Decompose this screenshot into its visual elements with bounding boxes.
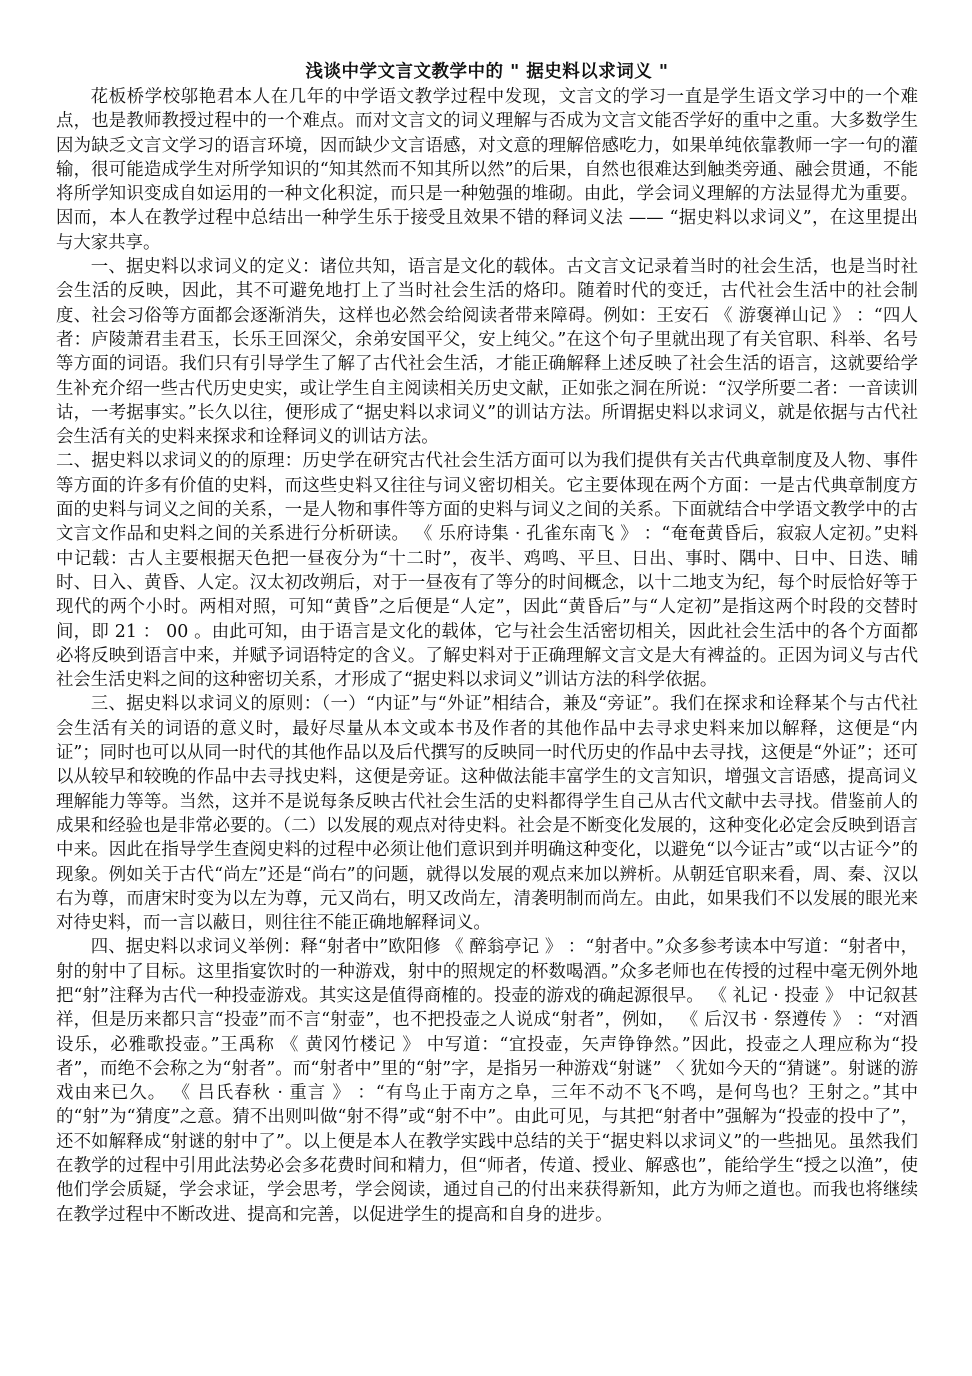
paragraph-rules: 三、据史料以求词义的原则：（一）“内证”与“外证”相结合，兼及“旁证”。我们在探求和诠释某个与古代社会生活有关的词语的意义时，最好尽量从本文或本书及作者的其他作品中去寻求史料来加以解释，这便是“内证”；同时也可以从同一时代的其他作品以及后代撰写的反映同一时代历史的作品中去寻找，这便是“外证”；还可以从较早和较晚的作品中去寻找史料，这便是旁证。这种做法能丰富学生的文言知识，增强文言语感，提高词义理解能力等等。当然，这并不是说每条反映古代社会生活的史料都得学生自己从古代文献中去寻找。借鉴前人的成果和经验也是非常必要的。（二）以发展的观点对待史料。社会是不断变化发展的，这种变化必定会反映到语言中来。因此在指导学生查阅史料的过程中必须让他们意识到并明确这种变化，以避免“以今证古”或“以古证今”的现象。例如关于古代“尚左”还是“尚右”的问题，就得以发展的观点来加以辨析。从朝廷官职来看，周、秦、汉以右为尊，而唐宋时变为以左为尊，元又尚右，明又改尚左，清袭明制而尚左。由此，如果我们不以发展的眼光来对待史料，而一言以蔽日，则往往不能正确地解释词义。 [56,694,918,934]
document-page [56,60,918,1227]
paragraph-example: 四、据史料以求词义举例：释“射者中”欧阳修 《 醉翁亭记 》 ：“射者中。”众多参考读本中写道：“射者中，射的射中了目标。这里指宴饮时的一种游戏，射中的照规定的杯数喝酒。”众多老师也在传授的过程中毫无例外地把“射”注释为古代一种投壶游戏。其实这是值得商榷的。投壶的游戏的确起源很早。 《 礼记 · 投壶 》 中记叙甚祥，但是历来都只言“投壶”而不言“射壶”，也不把投壶之人说成“射者”，例如， 《 后汉书 · 祭遵传 》 ：“对酒设乐，必雅歌投壶。”王禹称 《 黄冈竹楼记 》 中写道：“宜投壶，矢声铮铮然。”因此，投壶之人理应称为“投者”，而绝不会称之为“射者”。而“射者中”里的“射”字，是指另一种游戏“射谜” 〈 犹如今天的“猜谜”。射谜的游戏由来已久。 《 吕氏春秋 · 重言 》 ：“有鸟止于南方之阜，三年不动不飞不鸣，是何鸟也？王射之。”其中的“射”为“猜度”之意。猜不出则叫做“射不得”或“射不中”。由此可见，与其把“射者中”强解为“投壶的投中了”，还不如解释成“射谜的射中了”。以上便是本人在教学实践中总结的关于“据史料以求词义”的一些拙见。虽然我们在教学的过程中引用此法势必会多花费时间和精力，但“师者，传道、授业、解惑也”，能给学生“授之以渔”，使他们学会质疑，学会求证，学会思考，学会阅读，通过自己的付出来获得新知，此方为师之道也。而我也将继续在教学过程中不断改进、提高和完善，以促进学生的提高和自身的进步。 [56,937,918,1225]
paragraph-definition: 一、据史料以求词义的定义：诸位共知，语言是文化的载体。古文言文记录着当时的社会生活，也是当时社会生活的反映，因此，其不可避免地打上了当时社会生活的烙印。随着时代的变迁，古代社会生活中的社会制度、社会习俗等方面都会逐渐消失，这样也必然会给阅读者带来障碍。例如：王安石 《 游褒禅山记 》 ：“四人者：庐陵萧君圭君玉，长乐王回深父，余弟安国平父，安上纯父。”在这个句子里就出现了有关官职、科举、名号等方面的词语。我们只有引导学生了解了古代社会生活，才能正确解释上述反映了社会生活的语言，这就要给学生补充介绍一些古代历史史实，或让学生自主阅读相关历史文献，正如张之洞在所说：“汉学所要二者：一音读训诂，一考据事实。”长久以往，便形成了“据史料以求词义”的训诂方法。所谓据史料以求词义，就是依据与古代社会生活有关的史料来探求和诠释词义的训诂方法。 [56,257,918,448]
paragraph-principle: 二、据史料以求词义的的原理：历史学在研究古代社会生活方面可以为我们提供有关古代典章制度及人物、事件等方面的许多有价值的史料，而这些史料又往往与词义密切相关。它主要体现在两个方面：一是古代典章制度方面的史料与词义之间的关系，一是人物和事件等方面的史料与词义之间的关系。下面就结合中学语文教学中的古文言文作品和史料之间的关系进行分析研读。 《 乐府诗集 · 孔雀东南飞 》 ：“奄奄黄昏后，寂寂人定初。”史料中记载：古人主要根据天色把一昼夜分为“十二时”，夜半、鸡鸣、平旦、日出、事时、隅中、日中、日迭、晡时、日入、黄昏、人定。汉太初改朔后，对于一昼夜有了等分的时间概念，以十二地支为纪，每个时辰恰好等于现代的两个小时。两相对照，可知“黄昏”之后便是“人定”，因此“黄昏后”与“人定初”是指这两个时段的交替时间，即 21 ： 00 。由此可知，由于语言是文化的载体，它与社会生活密切相关，因此社会生活中的各个方面都必将反映到语言中来，并赋予词语特定的含义。了解史料对于正确理解文言文是大有裨益的。正因为词义与古代社会生活史料之间的这种密切关系，才形成了“据史料以求词义”训诂方法的科学依据。 [56,451,918,691]
document-title: 浅谈中学文言文教学中的 " 据史料以求词义 " [305,62,669,82]
paragraph-intro: 花板桥学校邬艳君本人在几年的中学语文教学过程中发现，文言文的学习一直是学生语文学习中的一个难点，也是教师教授过程中的一个难点。而对文言文的词义理解与否成为文言文能否学好的重中之重。大多数学生因为缺乏文言文学习的语言环境，因而缺少文言语感，对文意的理解倍感吃力，如果单纯依靠教师一字一句的灌输，很可能造成学生对所学知识的“知其然而不知其所以然”的后果，自然也很难达到触类旁通、融会贯通，不能将所学知识变成自如运用的一种文化积淀，而只是一种勉强的堆砌。由此，学会词义理解的方法显得尤为重要。因而，本人在教学过程中总结出一种学生乐于接受且效果不错的释词义法 —— “据史料以求词义”，在这里提出与大家共享。 [56,87,918,253]
